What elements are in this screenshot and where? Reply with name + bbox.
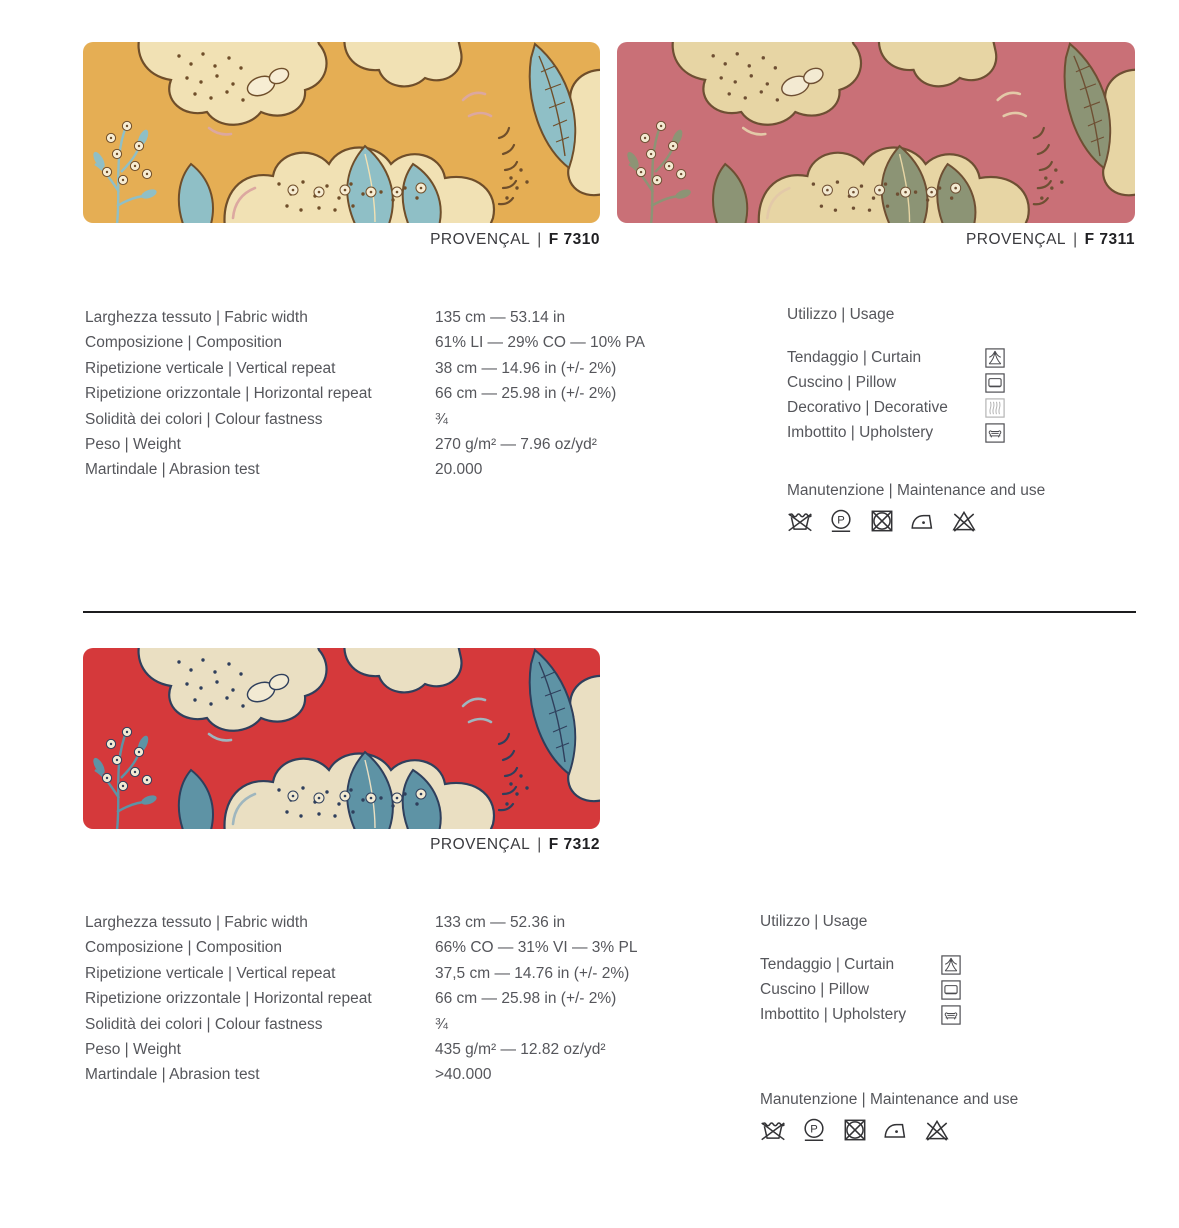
fabric-pattern-f7311 [617,42,1135,223]
usage-title-top: Utilizzo | Usage [787,306,895,323]
usage-label: Decorativo | Decorative [787,398,948,416]
spec-label: Composizione | Composition [85,939,283,957]
swatch-caption-f7311 [617,231,1135,249]
spec-row [85,305,645,330]
usage-row-curtain [760,952,961,977]
spec-label: Ripetizione orizzontale | Horizontal repeat [85,385,372,403]
usage-title-bottom: Utilizzo | Usage [760,913,868,930]
curtain-icon [985,348,1005,368]
spec-value: 66 cm — 25.98 in (+/- 2%) [435,385,617,403]
iron-low-heat-icon [909,507,937,535]
spec-row [85,1037,637,1062]
usage-list-bottom [760,952,961,1028]
spec-label: Ripetizione verticale | Vertical repeat [85,359,336,377]
usage-label: Cuscino | Pillow [760,980,870,998]
usage-row-pillow [760,977,961,1002]
spec-value: 135 cm — 53.14 in [435,309,566,326]
dry-clean-p-icon [800,1116,828,1144]
fabric-code: F 7311 [1084,231,1135,248]
spec-row [85,407,645,432]
usage-label: Tendaggio | Curtain [760,955,895,973]
fabric-pattern-f7312 [83,648,600,829]
spec-row [85,910,637,935]
spec-row [85,356,645,381]
spec-label: Solidità dei colori | Colour fastness [85,1015,323,1033]
spec-row [85,961,637,986]
swatch-caption-f7312 [83,836,600,854]
care-icons-bottom [759,1116,951,1144]
spec-label: Larghezza tessuto | Fabric width [85,309,308,326]
spec-row [85,986,637,1011]
pillow-icon [941,980,961,1000]
usage-row-upholstery [760,1002,961,1027]
spec-value: 435 g/m² — 12.82 oz/yd² [435,1041,606,1059]
maintenance-title-top: Manutenzione | Maintenance and use [787,482,1046,499]
spec-label: Larghezza tessuto | Fabric width [85,914,308,931]
spec-value: 20.000 [435,461,483,479]
spec-value: 66% CO — 31% VI — 3% PL [435,939,638,957]
spec-value: 66 cm — 25.98 in (+/- 2%) [435,990,617,1008]
usage-row-curtain [787,345,1005,370]
fabric-code: F 7312 [548,836,600,853]
usage-label: Cuscino | Pillow [787,373,897,391]
usage-row-pillow [787,370,1005,395]
spec-value: 61% LI — 29% CO — 10% PA [435,334,645,352]
spec-row [85,330,645,355]
spec-label: Peso | Weight [85,1041,181,1059]
do-not-tumble-dry-icon [868,507,896,535]
usage-list-top [787,345,1005,446]
spec-value: 38 cm — 14.96 in (+/- 2%) [435,359,617,377]
collection-name: PROVENÇAL [965,231,1067,248]
spec-row [85,1012,637,1037]
spec-value: >40.000 [435,1066,492,1084]
fabric-swatch-f7310 [83,42,600,223]
curtain-icon [941,955,961,975]
spec-row [85,457,645,482]
spec-value: 37,5 cm — 14.76 in (+/- 2%) [435,964,630,982]
spec-label: Peso | Weight [85,436,181,454]
fabric-pattern-f7310 [83,42,600,223]
spec-value: ¾ [435,1015,448,1033]
spec-label: Martindale | Abrasion test [85,461,260,479]
do-not-wash-icon [759,1116,787,1144]
swatch-caption-f7310 [83,231,600,249]
do-not-bleach-icon [950,507,978,535]
fabric-code: F 7310 [548,231,600,248]
spec-label: Ripetizione verticale | Vertical repeat [85,964,336,982]
iron-low-heat-icon [882,1116,910,1144]
spec-row [85,1062,637,1087]
usage-label: Imbottito | Upholstery [787,424,934,442]
spec-row [85,432,645,457]
upholstery-icon [941,1005,961,1025]
spec-value: ¾ [435,410,448,428]
spec-value: 270 g/m² — 7.96 oz/yd² [435,436,597,454]
spec-row [85,935,637,960]
spec-label: Martindale | Abrasion test [85,1066,260,1084]
fabric-swatch-f7311 [617,42,1135,223]
collection-name: PROVENÇAL [430,836,531,853]
care-icons-top [786,507,978,535]
collection-name: PROVENÇAL [430,231,531,248]
fabric-swatch-f7312 [83,648,600,829]
spec-value: 133 cm — 52.36 in [435,914,566,931]
do-not-wash-icon [786,507,814,535]
maintenance-title-bottom: Manutenzione | Maintenance and use [760,1091,1019,1108]
pillow-icon [985,373,1005,393]
usage-row-decorative [787,395,1005,420]
dry-clean-p-icon [827,507,855,535]
do-not-bleach-icon [923,1116,951,1144]
usage-label: Tendaggio | Curtain [787,348,922,366]
spec-label: Solidità dei colori | Colour fastness [85,410,323,428]
caption-separator: | [537,836,542,853]
do-not-tumble-dry-icon [841,1116,869,1144]
spec-label: Composizione | Composition [85,334,283,352]
caption-separator: | [1073,231,1078,248]
section-divider [83,611,1136,613]
usage-row-upholstery [787,421,1005,446]
decorative-icon [985,398,1005,418]
spec-table-top [85,305,645,483]
upholstery-icon [985,423,1005,443]
spec-table-bottom [85,910,637,1088]
spec-row [85,381,645,406]
spec-label: Ripetizione orizzontale | Horizontal repeat [85,990,372,1008]
caption-separator: | [537,231,542,248]
usage-label: Imbottito | Upholstery [760,1005,907,1023]
